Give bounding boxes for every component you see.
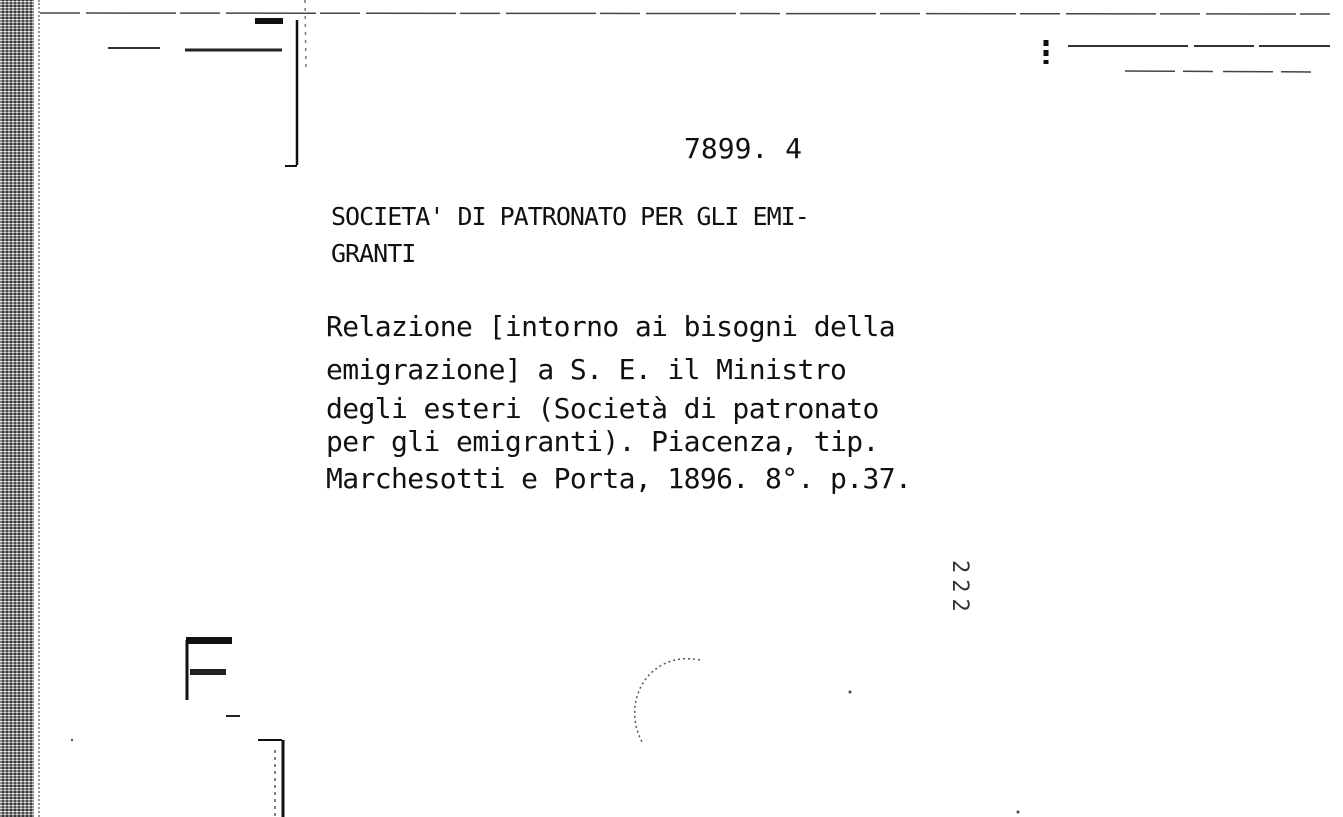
description-line: emigrazione] a S. E. il Ministro <box>326 353 847 386</box>
heading-line: GRANTI <box>331 239 416 268</box>
bottom-left-block-middle <box>190 669 226 675</box>
top-border-line <box>40 13 1330 14</box>
stray-dot <box>1017 811 1020 814</box>
heading-line: SOCIETA' DI PATRONATO PER GLI EMI- <box>331 202 809 231</box>
stray-dot <box>71 739 73 741</box>
description-line: degli esteri (Società di patronato <box>326 392 879 425</box>
faint-stamp-arc <box>635 659 700 742</box>
margin-number: 222 <box>947 560 972 618</box>
top-right-underline <box>1125 71 1320 72</box>
bottom-left-block-top <box>186 637 232 644</box>
description-line: Relazione [intorno ai bisogni della <box>326 310 896 343</box>
top-left-dotted-mark <box>305 0 306 70</box>
description-line: per gli emigranti). Piacenza, tip. <box>326 425 879 458</box>
stray-dot <box>849 691 852 694</box>
call-number: 7899. 4 <box>684 132 803 165</box>
top-left-tab-mark <box>255 18 283 24</box>
description-line: Marchesotti e Porta, 1896. 8°. p.37. <box>326 462 912 495</box>
